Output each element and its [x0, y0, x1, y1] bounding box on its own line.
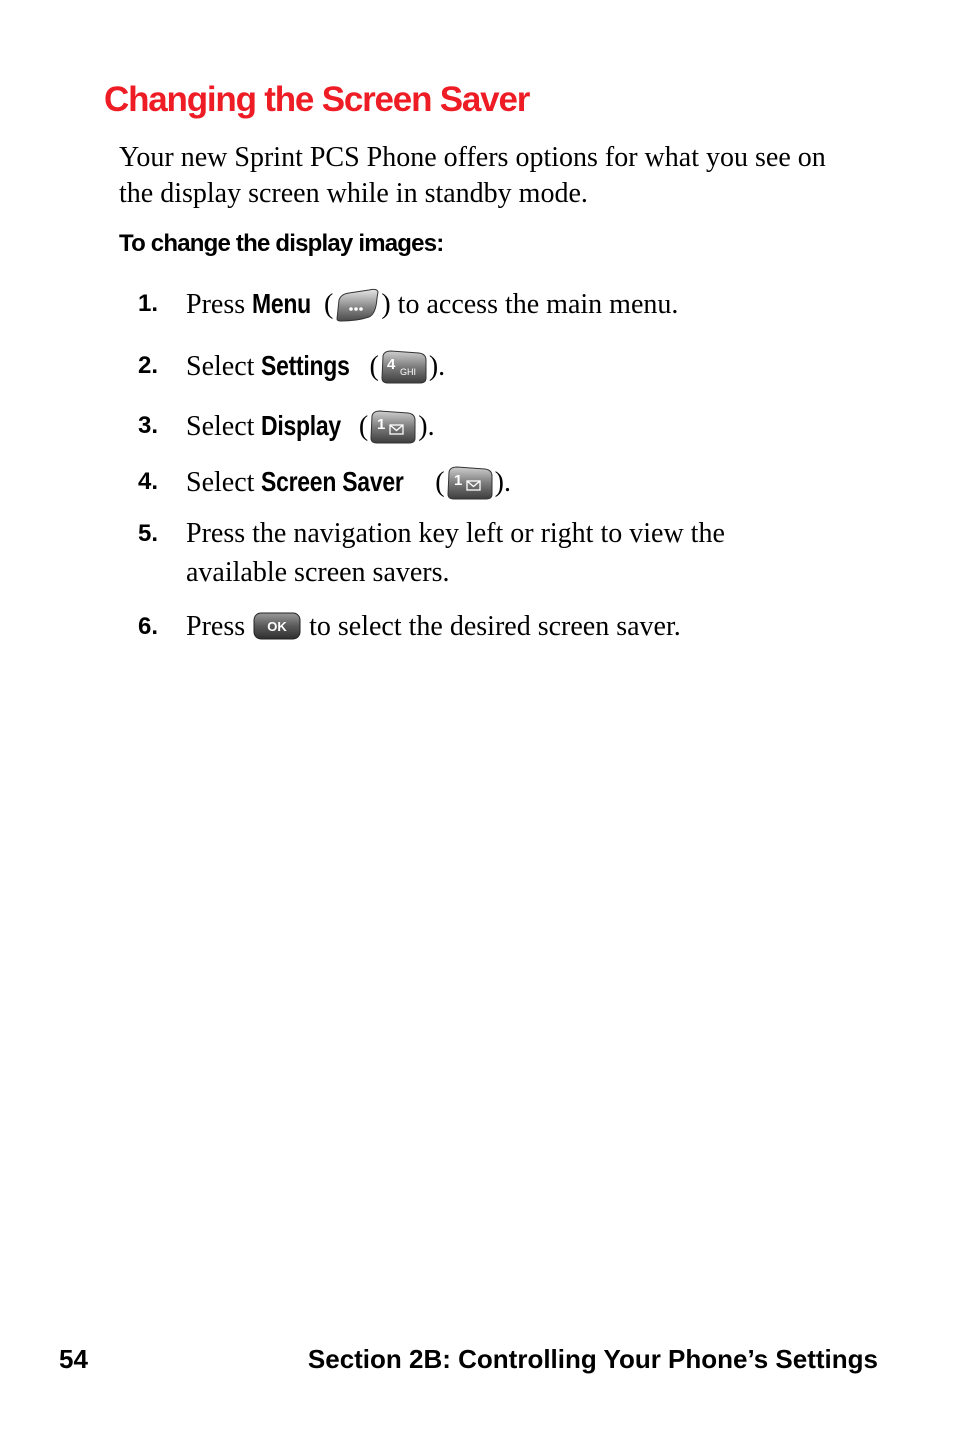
page-number: 54 — [59, 1344, 88, 1374]
screen-saver-key-label: Screen Saver — [261, 466, 404, 497]
svg-text:1: 1 — [377, 415, 386, 433]
menu-softkey-icon — [333, 286, 381, 322]
step-text: Press Menu ( ) to access the main menu. — [186, 284, 846, 325]
step-text: Press the navigation key left or right to view the available screen savers. — [186, 518, 725, 588]
step-text: Select Display ( 1 ). — [186, 406, 846, 447]
section-footer: Section 2B: Controlling Your Phone’s Settings — [307, 1344, 878, 1374]
intro-paragraph: Your new Sprint PCS Phone offers options for what you see on the display screen while in standby mode. — [119, 142, 826, 209]
key-1-voicemail-icon — [445, 464, 495, 500]
step-text: Select Screen Saver ( 1 ). — [186, 462, 846, 503]
ok-key-icon — [252, 611, 302, 641]
svg-text:4: 4 — [386, 355, 396, 373]
menu-key-label: Menu — [252, 288, 312, 319]
svg-text:GHI: GHI — [399, 366, 416, 377]
svg-text:1: 1 — [453, 471, 462, 489]
procedure-heading: To change the display images: — [119, 230, 444, 257]
page-title: Changing the Screen Saver — [104, 80, 530, 119]
step-number: 3. — [138, 412, 159, 439]
step-number: 5. — [138, 520, 159, 547]
step-text: Press OK to select the desired screen saver. — [186, 611, 681, 642]
step-number: 6. — [138, 613, 159, 640]
step-number: 4. — [138, 468, 159, 495]
key-4-ghi-icon — [379, 348, 429, 384]
step-text: Select Settings ( 4 GHI ). — [186, 346, 846, 387]
key-1-voicemail-icon — [368, 408, 418, 444]
svg-text:OK: OK — [267, 618, 287, 634]
step-number: 1. — [138, 290, 159, 317]
settings-key-label: Settings — [261, 350, 351, 381]
display-key-label: Display — [261, 410, 342, 441]
step-number: 2. — [138, 352, 159, 379]
